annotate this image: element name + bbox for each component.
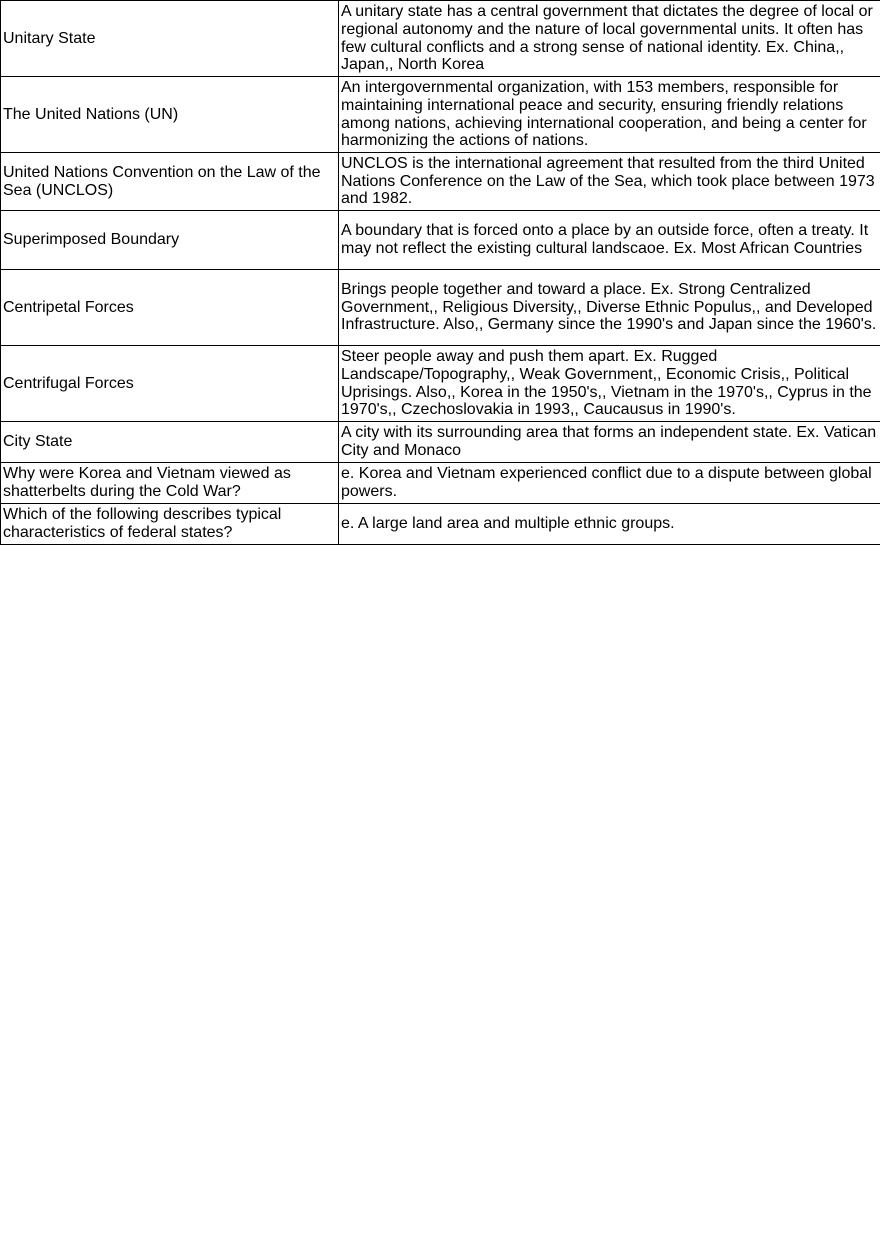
table-row bbox=[1, 1, 880, 77]
term-cell: United Nations Convention on the Law of the Sea (UNCLOS) bbox=[1, 153, 339, 211]
definition-cell: e. Korea and Vietnam experienced conflict due to a dispute between global powers. bbox=[339, 463, 880, 504]
table-row bbox=[1, 153, 880, 211]
table-row bbox=[1, 211, 880, 270]
table-row bbox=[1, 77, 880, 153]
definition-cell: A city with its surrounding area that forms an independent state. Ex. Vatican City and Monaco bbox=[339, 422, 880, 463]
table-row bbox=[1, 463, 880, 504]
term-cell: The United Nations (UN) bbox=[1, 77, 339, 153]
term-cell: Which of the following describes typical characteristics of federal states? bbox=[1, 504, 339, 545]
definition-cell: UNCLOS is the international agreement that resulted from the third United Nations Conference on the Law of the Sea, which took place between 1973 and 1982. bbox=[339, 153, 880, 211]
definition-cell: A unitary state has a central government that dictates the degree of local or regional autonomy and the nature of local governmental units. It often has few cultural conflicts and a strong sense of national identity. Ex. China,, Japan,, North Korea bbox=[339, 1, 880, 77]
term-cell: Centrifugal Forces bbox=[1, 346, 339, 422]
term-cell: Unitary State bbox=[1, 1, 339, 77]
term-cell: Centripetal Forces bbox=[1, 270, 339, 346]
table-row bbox=[1, 346, 880, 422]
definition-cell: Brings people together and toward a place. Ex. Strong Centralized Government,, Religious Diversity,, Diverse Ethnic Populus,, and Developed Infrastructure. Also,, Germany since the 1990's and Japan since the 1960's. bbox=[339, 270, 880, 346]
flashcard-table-body bbox=[1, 1, 880, 545]
definition-cell: Steer people away and push them apart. Ex. Rugged Landscape/Topography,, Weak Government,, Economic Crisis,, Political Uprisings. Also,, Korea in the 1950's,, Vietnam in the 1970's,, Cyprus in the 1970's,, Czechoslovakia in 1993,, Caucausus in 1990's. bbox=[339, 346, 880, 422]
term-cell: City State bbox=[1, 422, 339, 463]
flashcard-table bbox=[0, 0, 880, 545]
table-row bbox=[1, 422, 880, 463]
definition-cell: A boundary that is forced onto a place by an outside force, often a treaty. It may not reflect the existing cultural landscaoe. Ex. Most African Countries bbox=[339, 211, 880, 270]
definition-cell: e. A large land area and multiple ethnic groups. bbox=[339, 504, 880, 545]
table-row bbox=[1, 504, 880, 545]
definition-cell: An intergovernmental organization, with 153 members, responsible for maintaining international peace and security, ensuring friendly relations among nations, achieving international cooperation, and being a center for harmonizing the actions of nations. bbox=[339, 77, 880, 153]
term-cell: Superimposed Boundary bbox=[1, 211, 339, 270]
table-row bbox=[1, 270, 880, 346]
term-cell: Why were Korea and Vietnam viewed as shatterbelts during the Cold War? bbox=[1, 463, 339, 504]
